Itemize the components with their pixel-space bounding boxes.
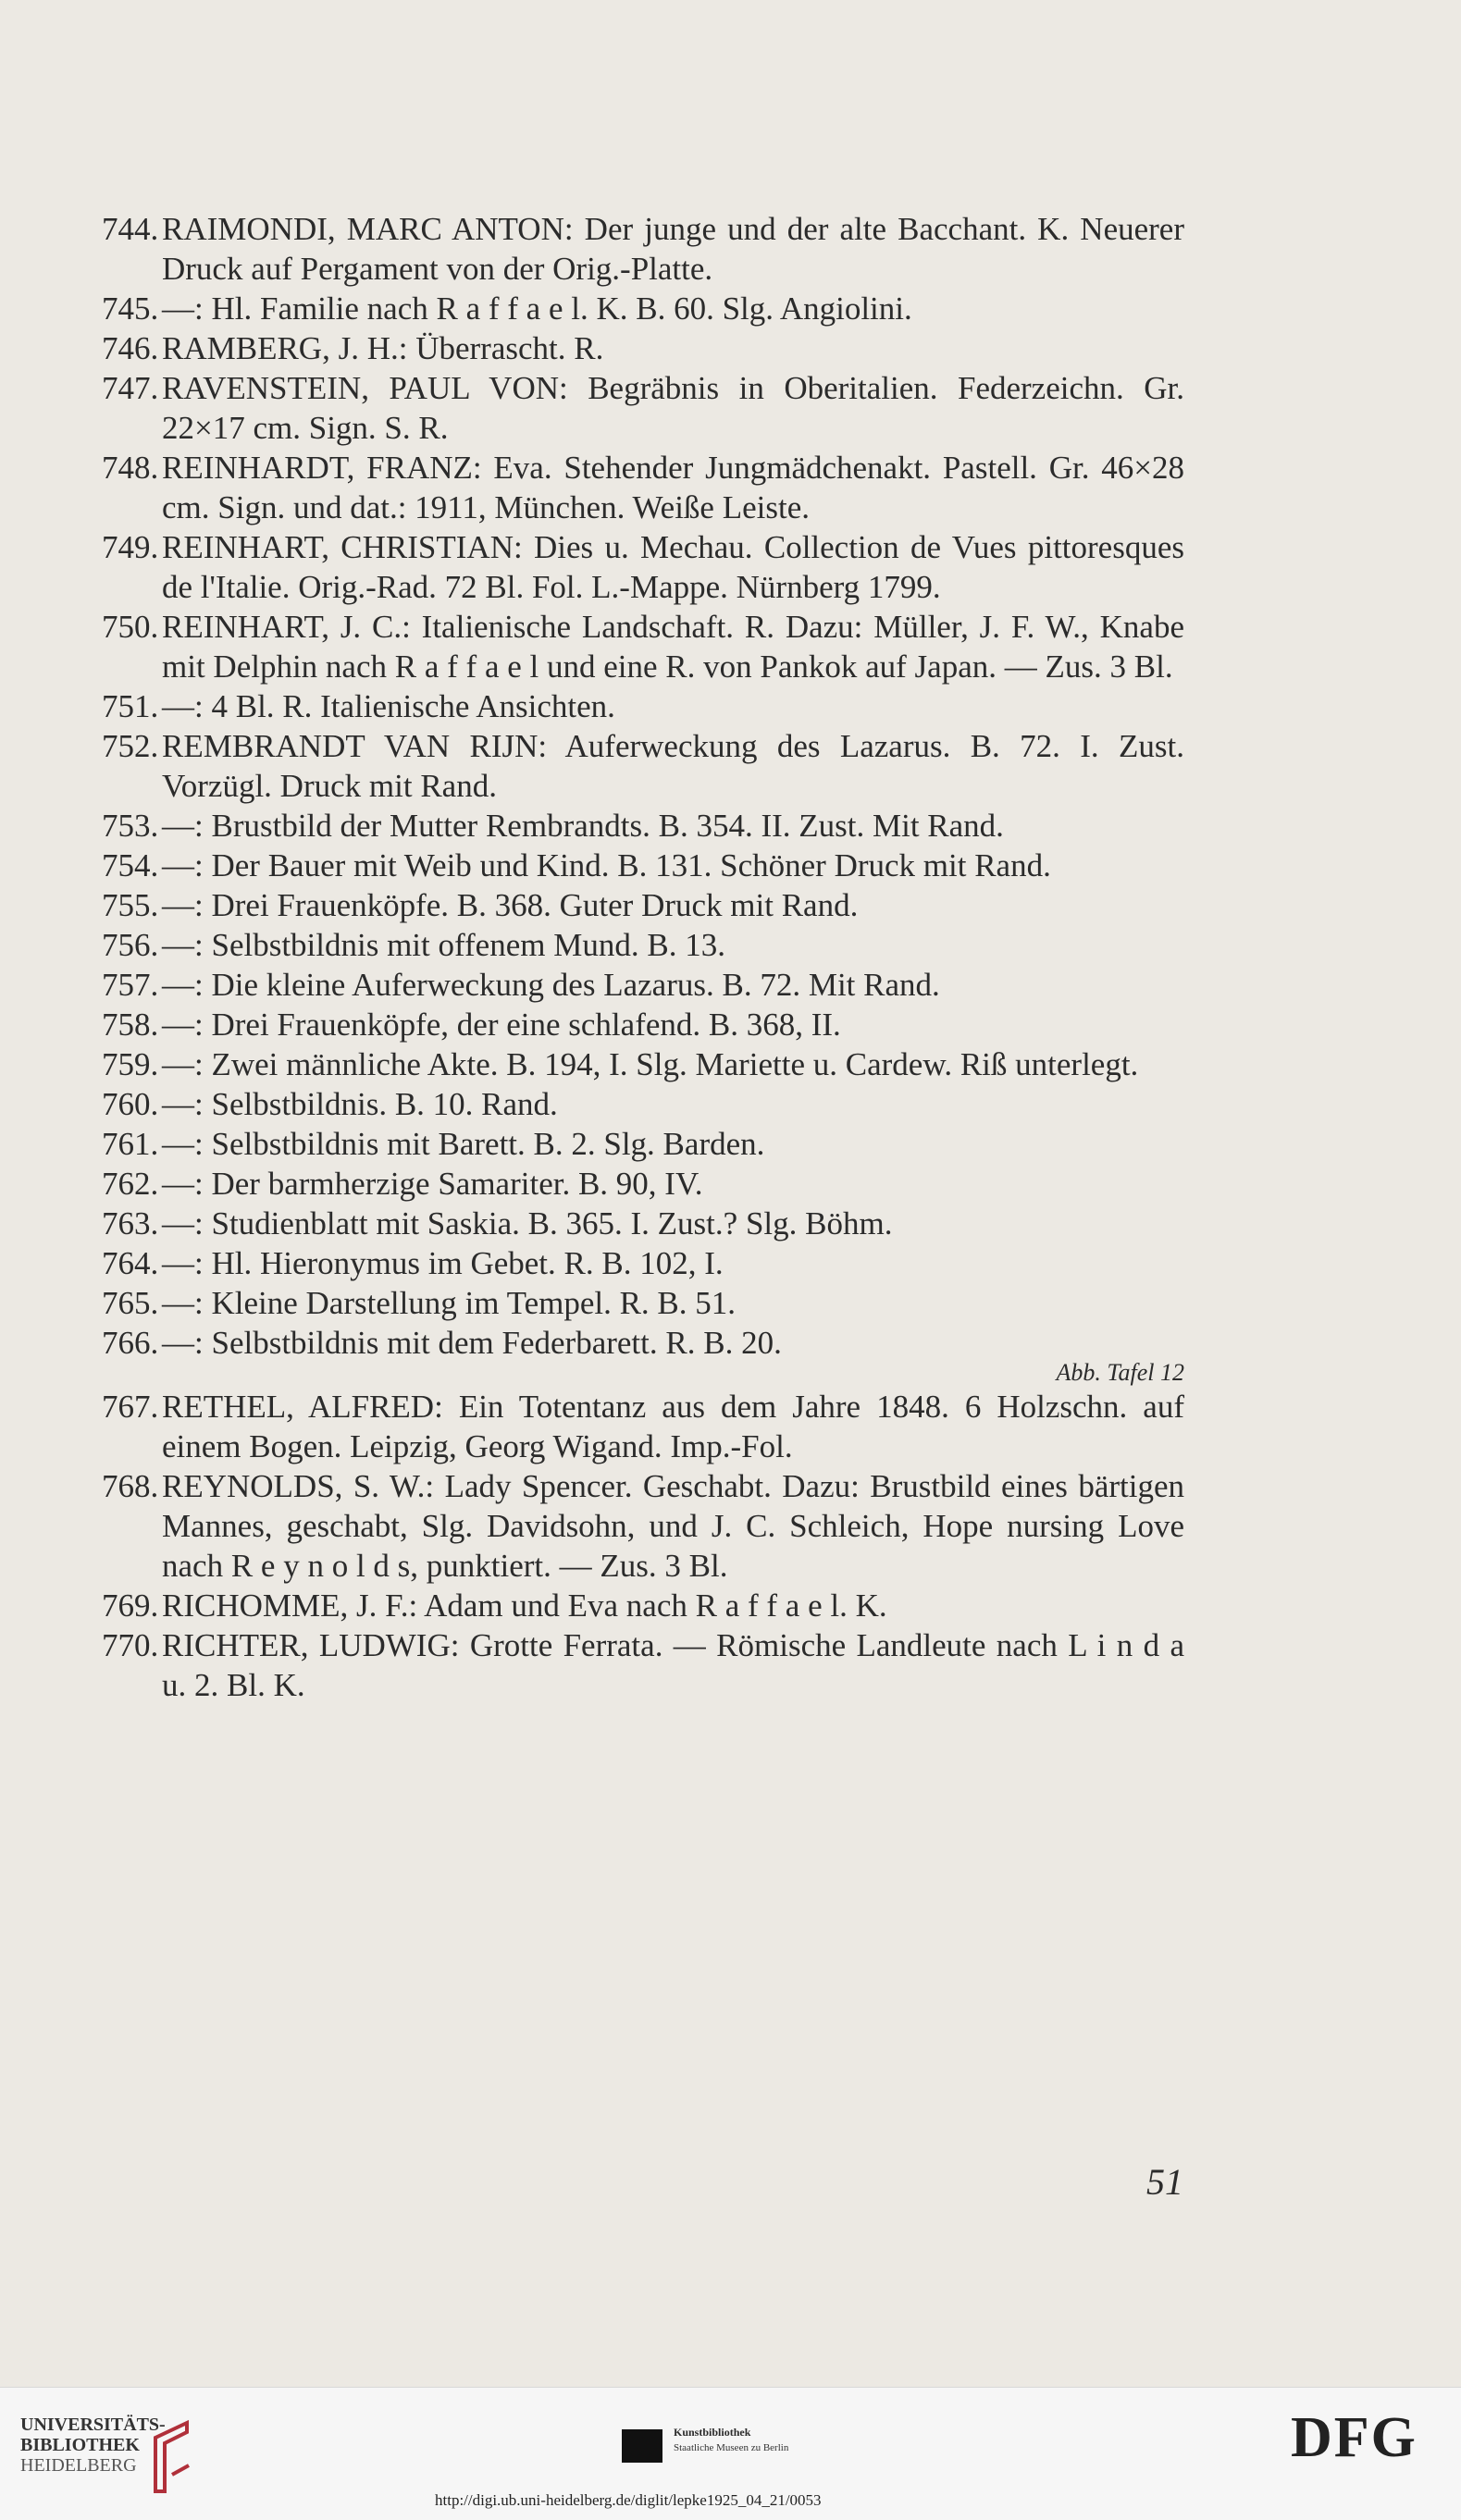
entry-number: 755.	[102, 887, 159, 923]
catalog-entry	[102, 1243, 1184, 1283]
dfg-logo: DFG	[1291, 2406, 1418, 2469]
illustration-note: Abb. Tafel 12	[1056, 1359, 1184, 1386]
entry-text: —: 4 Bl. R. Italienische Ansichten.	[162, 688, 615, 724]
catalog-entry	[102, 1466, 1184, 1586]
catalog-entry	[102, 368, 1184, 448]
catalog-entry	[102, 209, 1184, 289]
entry-text: REYNOLDS, S. W.: Lady Spencer. Geschabt. Dazu: Brustbild eines bärtigen Mannes, geschabt, Slg. Davidsohn, und J. C. Schleich, Hope nursing Love nach R e y n o l d s, punktiert. — Zus. 3 Bl.	[162, 1468, 1184, 1584]
entry-number: 752.	[102, 728, 159, 764]
entry-number: 746.	[102, 330, 159, 366]
entry-text: RICHTER, LUDWIG: Grotte Ferrata. — Römische Landleute nach L i n d a u. 2. Bl. K.	[162, 1627, 1184, 1703]
catalog-entry	[102, 885, 1184, 925]
entry-text: —: Der barmherzige Samariter. B. 90, IV.	[162, 1166, 703, 1202]
catalog-entry	[102, 328, 1184, 368]
catalog-entry	[102, 925, 1184, 965]
catalog-entry	[102, 1586, 1184, 1625]
catalog-entry	[102, 607, 1184, 686]
entry-text: —: Der Bauer mit Weib und Kind. B. 131. Schöner Druck mit Rand.	[162, 847, 1051, 883]
entry-text: —: Kleine Darstellung im Tempel. R. B. 51.	[162, 1285, 737, 1321]
catalog-entry	[102, 1044, 1184, 1084]
entry-text: RAMBERG, J. H.: Überrascht. R.	[162, 330, 604, 366]
entry-number: 765.	[102, 1285, 159, 1321]
catalog-entry	[102, 1283, 1184, 1323]
source-url[interactable]: http://digi.ub.uni-heidelberg.de/diglit/lepke1925_04_21/0053	[435, 2491, 822, 2509]
entry-number: 750.	[102, 609, 159, 645]
entry-text: —: Brustbild der Mutter Rembrandts. B. 354. II. Zust. Mit Rand.	[162, 808, 1004, 844]
entry-number: 753.	[102, 808, 159, 844]
entry-text: —: Selbstbildnis mit dem Federbarett. R. B. 20.	[162, 1325, 782, 1361]
catalog-entry	[102, 806, 1184, 846]
ub-heidelberg-logo	[20, 2415, 166, 2476]
entry-number: 756.	[102, 927, 159, 963]
entry-number: 749.	[102, 529, 159, 565]
entry-text: RAIMONDI, MARC ANTON: Der junge und der alte Bacchant. K. Neuerer Druck auf Pergament von der Orig.-Platte.	[162, 211, 1184, 287]
entry-text: RETHEL, ALFRED: Ein Totentanz aus dem Jahre 1848. 6 Holzschn. auf einem Bogen. Leipzig, Georg Wigand. Imp.-Fol.	[162, 1389, 1184, 1464]
catalog-entry	[102, 726, 1184, 806]
catalog-entry	[102, 1164, 1184, 1204]
entry-number: 745.	[102, 290, 159, 327]
entry-number: 759.	[102, 1046, 159, 1082]
entry-text: —: Selbstbildnis mit offenem Mund. B. 13.	[162, 927, 725, 963]
entry-text: REINHARDT, FRANZ: Eva. Stehender Jungmädchenakt. Pastell. Gr. 46×28 cm. Sign. und dat.: 1911, München. Weiße Leiste.	[162, 450, 1184, 525]
catalog-entry	[102, 1005, 1184, 1044]
catalog-entry	[102, 1204, 1184, 1243]
kb-line-2: Staatliche Museen zu Berlin	[674, 2442, 789, 2453]
catalog-entry	[102, 1323, 1184, 1363]
entry-number: 748.	[102, 450, 159, 486]
entry-text: —: Hl. Hieronymus im Gebet. R. B. 102, I.	[162, 1245, 724, 1281]
entry-number: 766.	[102, 1325, 159, 1361]
entry-text: —: Die kleine Auferweckung des Lazarus. B. 72. Mit Rand.	[162, 967, 940, 1003]
entry-number: 767.	[102, 1389, 159, 1425]
entry-number: 744.	[102, 211, 159, 247]
catalog-entries	[102, 209, 1184, 1705]
catalog-entry	[102, 289, 1184, 328]
entry-number: 762.	[102, 1166, 159, 1202]
entry-number: 761.	[102, 1126, 159, 1162]
catalog-entry	[102, 1387, 1184, 1466]
entry-number: 770.	[102, 1627, 159, 1663]
catalog-entry	[102, 448, 1184, 527]
entry-text: —: Studienblatt mit Saskia. B. 365. I. Zust.? Slg. Böhm.	[162, 1205, 893, 1241]
entry-text: —: Drei Frauenköpfe. B. 368. Guter Druck mit Rand.	[162, 887, 859, 923]
catalog-entry	[102, 527, 1184, 607]
entry-number: 769.	[102, 1587, 159, 1624]
entry-number: 764.	[102, 1245, 159, 1281]
kb-line-1: Kunstbibliothek	[674, 2426, 751, 2439]
entry-number: 758.	[102, 1007, 159, 1043]
entry-number: 747.	[102, 370, 159, 406]
entry-text: —: Zwei männliche Akte. B. 194, I. Slg. Mariette u. Cardew. Riß unterlegt.	[162, 1046, 1139, 1082]
ub-emblem-icon	[148, 2419, 194, 2495]
entry-text: REINHART, J. C.: Italienische Landschaft. R. Dazu: Müller, J. F. W., Knabe mit Delphin nach R a f f a e l und eine R. von Pankok auf Japan. — Zus. 3 Bl.	[162, 609, 1184, 685]
entry-text: RAVENSTEIN, PAUL VON: Begräbnis in Oberitalien. Federzeichn. Gr. 22×17 cm. Sign. S. R.	[162, 370, 1184, 446]
catalog-entry	[102, 846, 1184, 885]
ub-line-1: UNIVERSITÄTS-	[20, 2415, 166, 2435]
ub-line-2: BIBLIOTHEK	[20, 2435, 140, 2455]
entry-text: REINHART, CHRISTIAN: Dies u. Mechau. Collection de Vues pittoresques de l'Italie. Orig.-Rad. 72 Bl. Fol. L.-Mappe. Nürnberg 1799.	[162, 529, 1184, 605]
kunstbibliothek-mark-icon	[622, 2429, 662, 2463]
entry-text: —: Hl. Familie nach R a f f a e l. K. B. 60. Slg. Angiolini.	[162, 290, 912, 327]
entry-number: 754.	[102, 847, 159, 883]
ub-line-3: HEIDELBERG	[20, 2455, 137, 2476]
entry-text: —: Selbstbildnis. B. 10. Rand.	[162, 1086, 558, 1122]
catalog-entry	[102, 1084, 1184, 1124]
entry-text: REMBRANDT VAN RIJN: Auferweckung des Lazarus. B. 72. I. Zust. Vorzügl. Druck mit Rand.	[162, 728, 1184, 804]
catalog-entry	[102, 1124, 1184, 1164]
entry-number: 751.	[102, 688, 159, 724]
catalog-entry	[102, 1625, 1184, 1705]
entry-text: —: Selbstbildnis mit Barett. B. 2. Slg. Barden.	[162, 1126, 765, 1162]
catalog-entry	[102, 686, 1184, 726]
page-number: 51	[1146, 2161, 1183, 2203]
entry-number: 760.	[102, 1086, 159, 1122]
entry-text: RICHOMME, J. F.: Adam und Eva nach R a f f a e l. K.	[162, 1587, 887, 1624]
entry-number: 763.	[102, 1205, 159, 1241]
entry-text: —: Drei Frauenköpfe, der eine schlafend. B. 368, II.	[162, 1007, 841, 1043]
entry-number: 757.	[102, 967, 159, 1003]
catalog-entry	[102, 965, 1184, 1005]
entry-number: 768.	[102, 1468, 159, 1504]
